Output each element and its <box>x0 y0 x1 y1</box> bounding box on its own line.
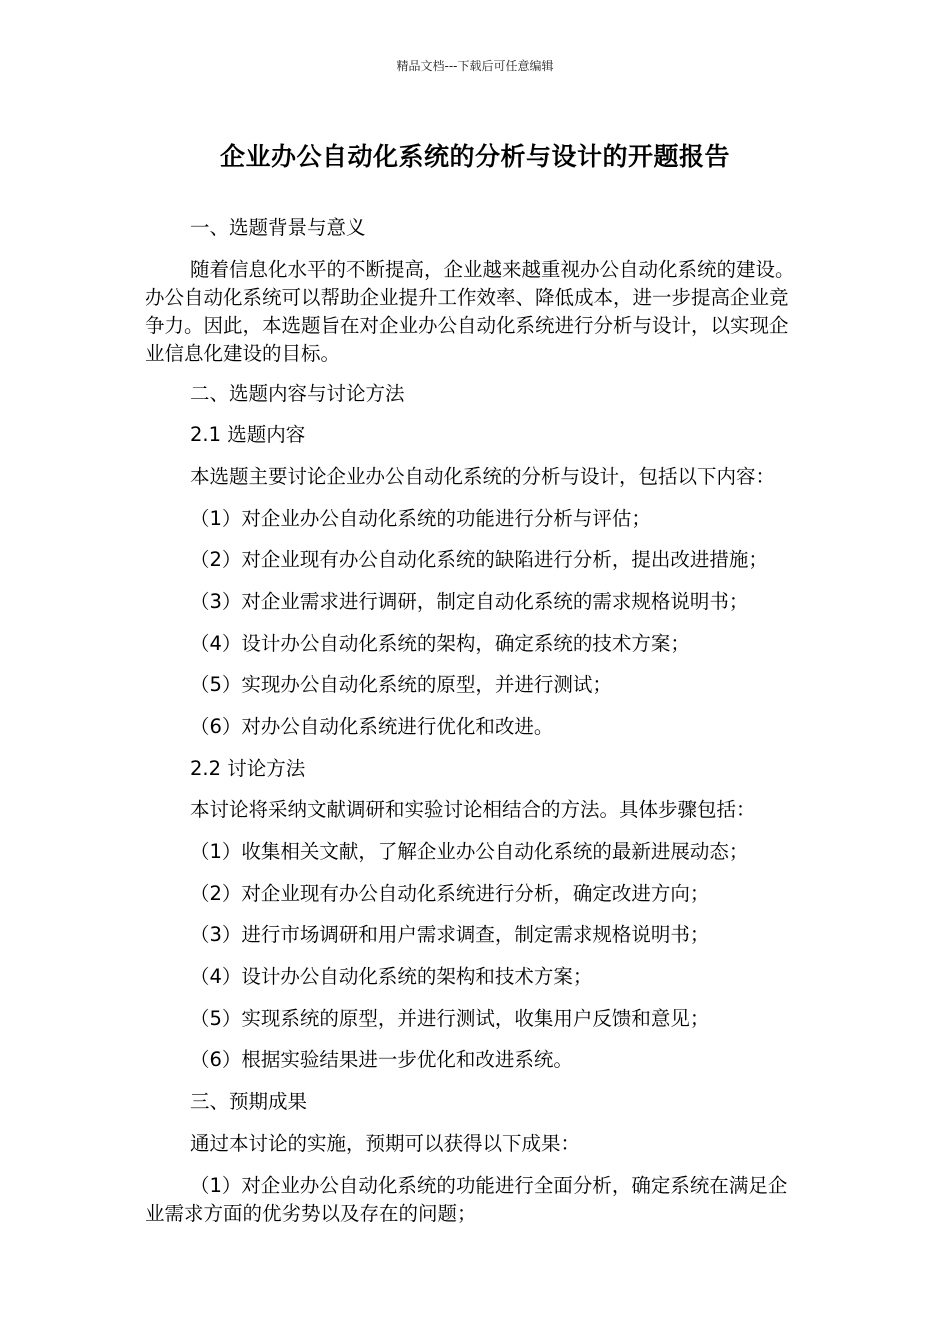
list-item: （2）对企业现有办公自动化系统进行分析，确定改进方向； <box>190 882 710 905</box>
list-item: （3）对企业需求进行调研，制定自动化系统的需求规格说明书； <box>190 590 749 613</box>
sub1-heading: 2.1 选题内容 <box>190 423 306 446</box>
sub2-heading: 2.2 讨论方法 <box>190 757 306 780</box>
document-title: 企业办公自动化系统的分析与设计的开题报告 <box>219 142 730 171</box>
sub2-intro: 本讨论将采纳文献调研和实验讨论相结合的方法。具体步骤包括： <box>190 798 756 821</box>
list-item: （2）对企业现有办公自动化系统的缺陷进行分析，提出改进措施； <box>190 548 768 571</box>
section1-heading: 一、选题背景与意义 <box>190 216 366 239</box>
section3-intro: 通过本讨论的实施，预期可以获得以下成果： <box>190 1132 581 1155</box>
list-item: （6）根据实验结果进一步优化和改进系统。 <box>190 1048 573 1071</box>
list-item: （5）实现办公自动化系统的原型，并进行测试； <box>190 673 612 696</box>
list-item: （5）实现系统的原型，并进行测试，收集用户反馈和意见； <box>190 1007 710 1030</box>
list-item: （1）对企业办公自动化系统的功能进行分析与评估； <box>190 507 651 530</box>
list-item: （4）设计办公自动化系统的架构，确定系统的技术方案； <box>190 632 690 655</box>
list-item: （6）对办公自动化系统进行优化和改进。 <box>190 715 554 738</box>
section3-item: （1）对企业办公自动化系统的功能进行全面分析，确定系统在满足企业需求方面的优劣势以及存在的问题； <box>145 1174 788 1225</box>
section1-paragraph: 随着信息化水平的不断提高，企业越来越重视办公自动化系统的建设。办公自动化系统可以帮助企业提升工作效率、降低成本，进一步提高企业竞争力。因此，本选题旨在对企业办公自动化系统进行分析与设计，以实现企业信息化建设的目标。 <box>145 258 795 365</box>
section3-heading: 三、预期成果 <box>190 1090 308 1113</box>
sub1-intro: 本选题主要讨论企业办公自动化系统的分析与设计，包括以下内容： <box>190 465 776 488</box>
list-item: （4）设计办公自动化系统的架构和技术方案； <box>190 965 593 988</box>
list-item: （3）进行市场调研和用户需求调查，制定需求规格说明书； <box>190 923 710 946</box>
list-item: （1）收集相关文献，了解企业办公自动化系统的最新进展动态； <box>190 840 749 863</box>
header-note: 精品文档---下载后可任意编辑 <box>396 59 554 73</box>
section2-heading: 二、选题内容与讨论方法 <box>190 382 405 405</box>
